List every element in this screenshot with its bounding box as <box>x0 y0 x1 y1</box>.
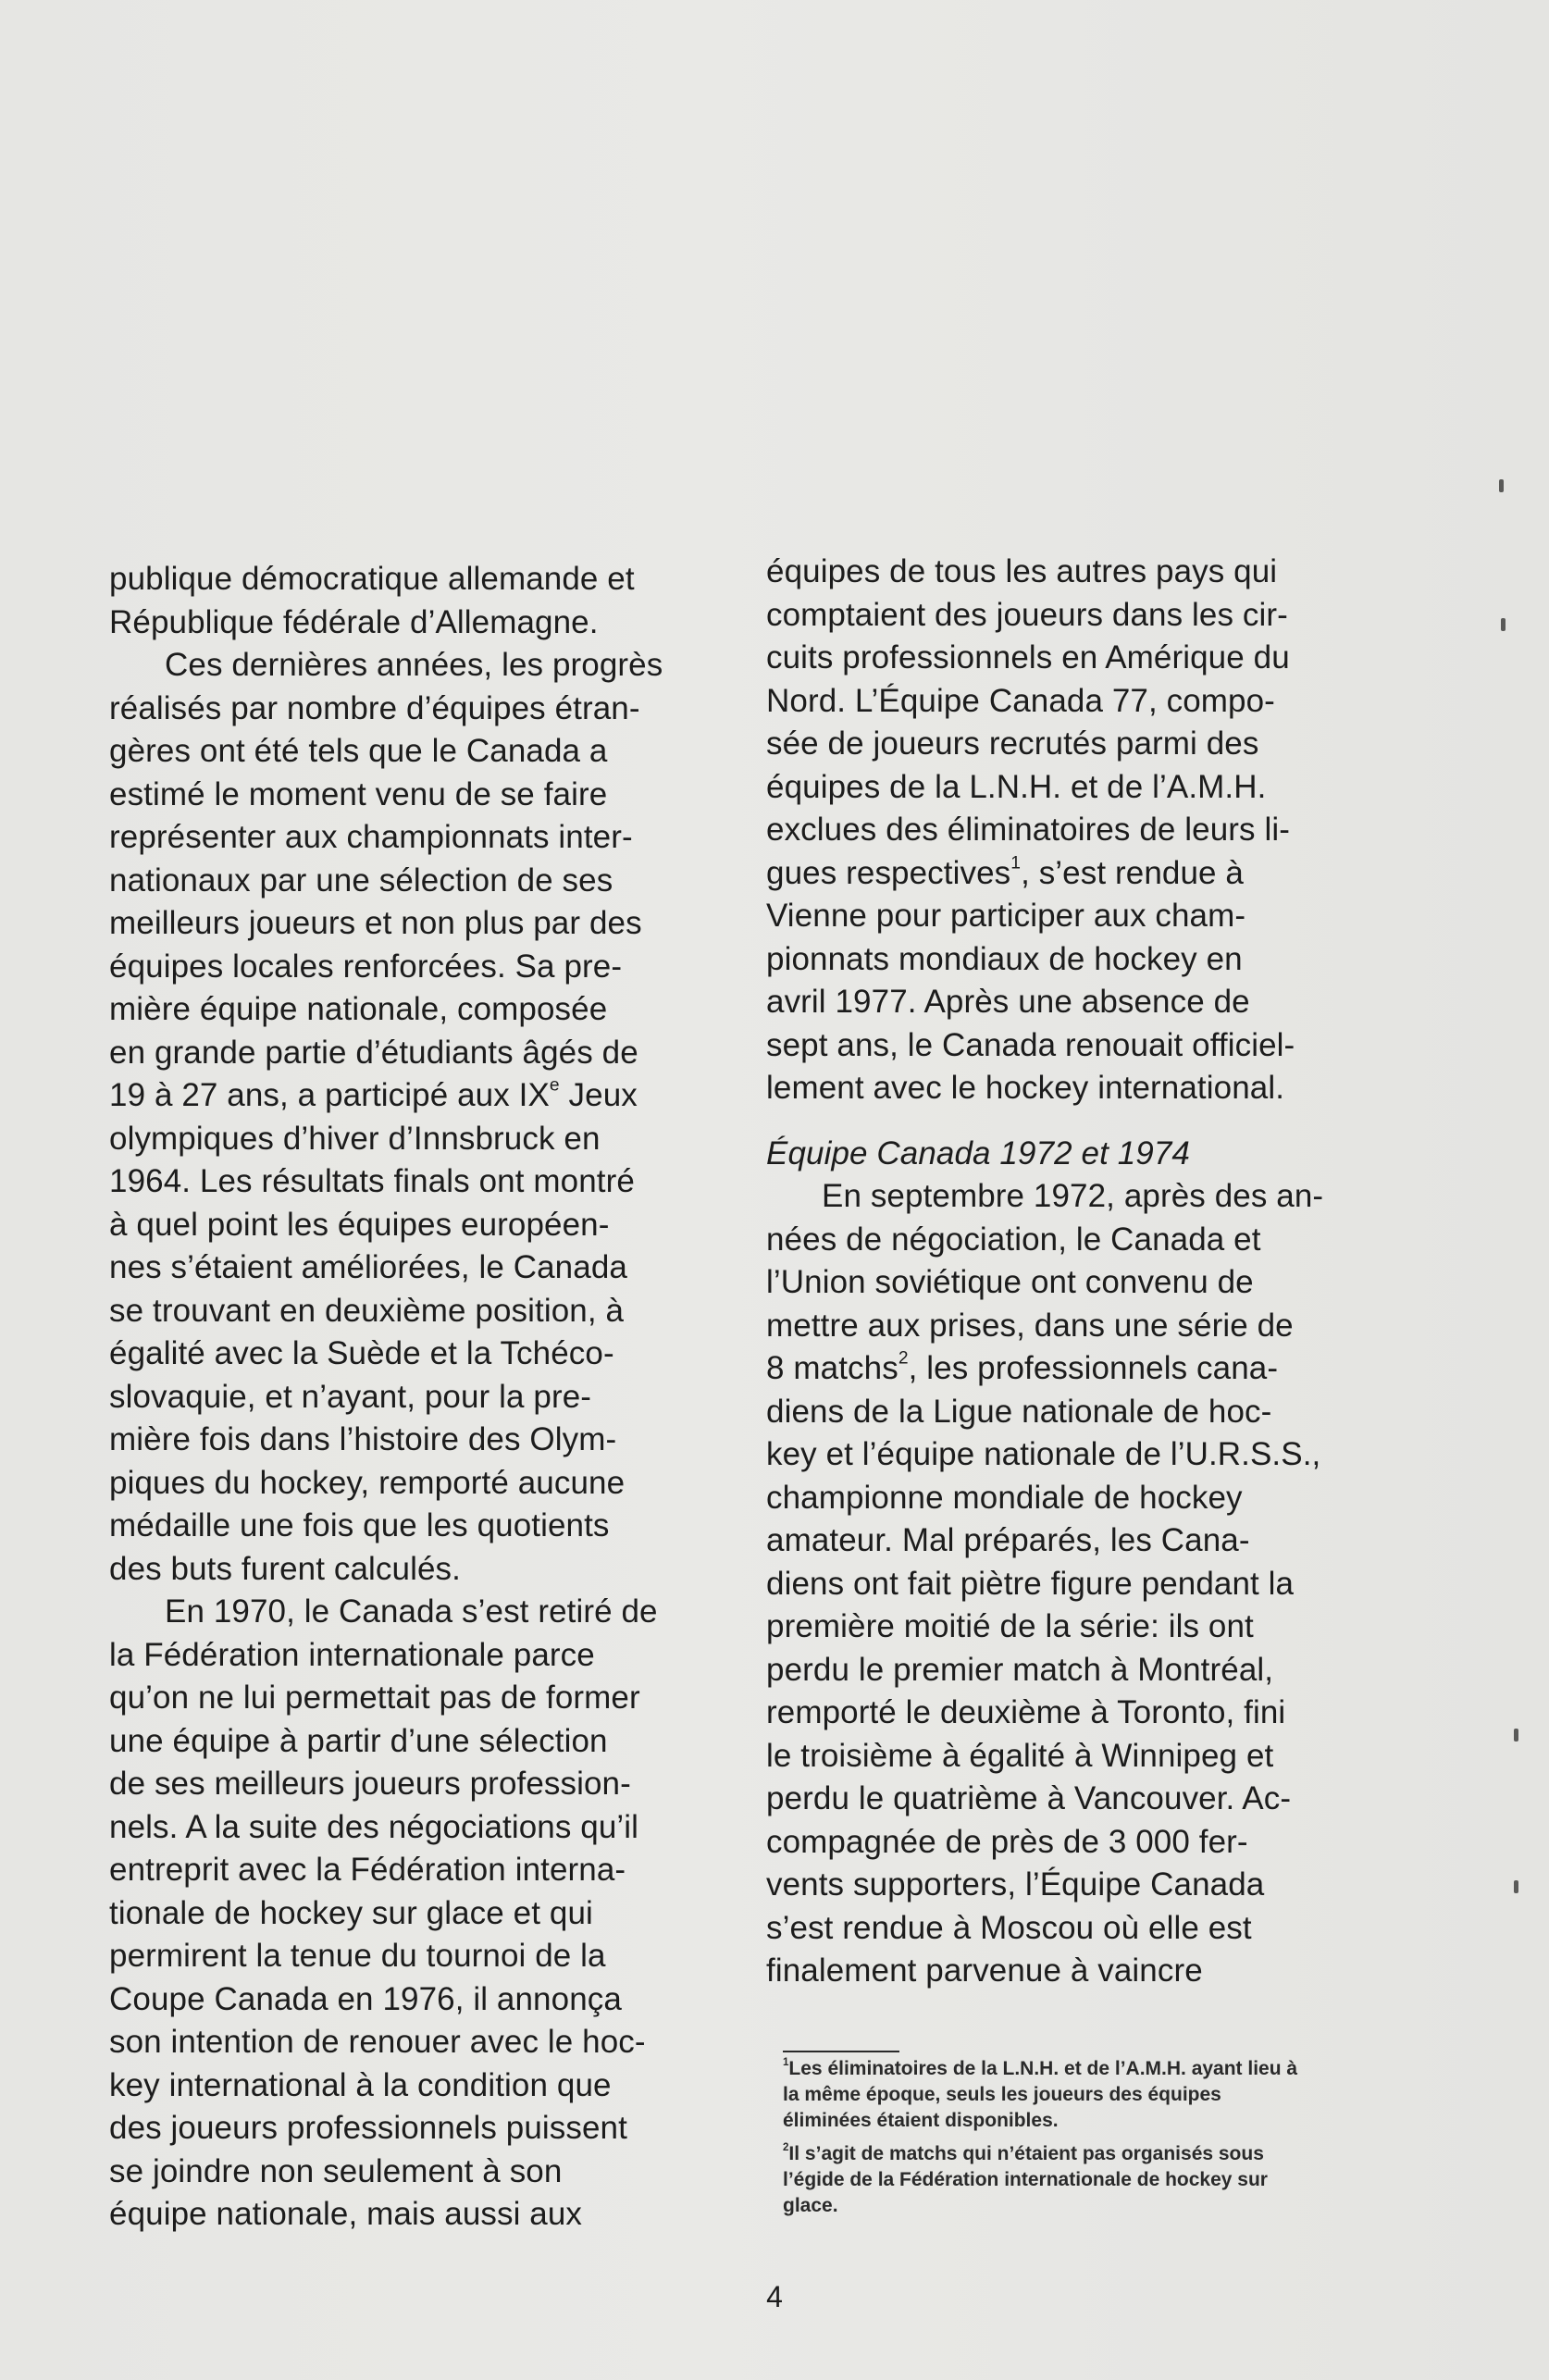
text-line: mière équipe nationale, composée <box>109 991 608 1027</box>
text-line: le troisième à égalité à Winnipeg et <box>766 1737 1274 1774</box>
text-line: mettre aux prises, dans une série de <box>766 1307 1294 1344</box>
page-number: 4 <box>766 2280 783 2313</box>
text-line: estimé le moment venu de se faire <box>109 775 608 812</box>
text-line: permirent la tenue du tournoi de la <box>109 1938 606 1974</box>
text-line: comptaient des joueurs dans les cir- <box>766 596 1288 633</box>
binding-mark <box>1499 479 1504 492</box>
superscript-e: e <box>549 1075 560 1096</box>
text-line: compagnée de près de 3 000 fer- <box>766 1823 1248 1860</box>
text-line: publique démocratique allemande et <box>109 561 635 597</box>
text-line: représenter aux championnats inter- <box>109 819 633 855</box>
text-line: des joueurs professionnels puissent <box>109 2110 627 2146</box>
text-line-with-footnote-ref <box>766 852 1395 896</box>
footnote-ref-1: 1 <box>1010 853 1022 874</box>
footnote-text: Il s’agit de matchs qui n’étaient pas organisés sous <box>788 2143 1264 2164</box>
text-line: lement avec le hockey international. <box>766 1070 1285 1106</box>
binding-mark <box>1514 1880 1518 1893</box>
line-text: 8 matchs <box>766 1350 898 1386</box>
text-line: égalité avec la Suède et la Tchéco- <box>109 1335 614 1371</box>
text-line: finalement parvenue à vaincre <box>766 1952 1203 1989</box>
line-text: 19 à 27 ans, a participé aux IX <box>109 1077 550 1113</box>
binding-mark <box>1514 1729 1518 1742</box>
paragraph-start-line: En septembre 1972, après des an- <box>822 1178 1324 1214</box>
line-text: , les professionnels cana- <box>908 1350 1279 1386</box>
text-line: des buts furent calculés. <box>109 1550 461 1587</box>
text-line: la Fédération internationale parce <box>109 1636 595 1673</box>
text-line: championne mondiale de hockey <box>766 1479 1243 1516</box>
text-line: gères ont été tels que le Canada a <box>109 733 608 769</box>
text-line: en grande partie d’étudiants âgés de <box>109 1034 638 1071</box>
footnotes <box>783 2056 1412 2219</box>
section-heading: Équipe Canada 1972 et 1974 <box>766 1134 1190 1171</box>
text-line: Vienne pour participer aux cham- <box>766 898 1246 934</box>
text-line: perdu le quatrième à Vancouver. Ac- <box>766 1780 1292 1816</box>
paragraph-start-line: Ces dernières années, les progrès <box>165 647 663 683</box>
paragraph-start-line: En 1970, le Canada s’est retiré de <box>165 1593 658 1630</box>
text-line: Coupe Canada en 1976, il annonça <box>109 1980 622 2017</box>
text-line: avril 1977. Après une absence de <box>766 984 1250 1020</box>
text-line: qu’on ne lui permettait pas de former <box>109 1680 640 1716</box>
text-line: amateur. Mal préparés, les Cana- <box>766 1522 1250 1558</box>
footnote-ref-2: 2 <box>898 1348 909 1369</box>
text-line: réalisés par nombre d’équipes étran- <box>109 689 640 726</box>
line-text: gues respectives <box>766 854 1011 891</box>
text-line: mière fois dans l’histoire des Olym- <box>109 1421 617 1457</box>
text-line: équipes de la L.N.H. et de l’A.M.H. <box>766 768 1267 805</box>
footnote-1-line: éliminées étaient disponibles. <box>783 2110 1059 2131</box>
text-line: tionale de hockey sur glace et qui <box>109 1894 593 1931</box>
text-line: se joindre non seulement à son <box>109 2152 563 2189</box>
text-line: nées de négociation, le Canada et <box>766 1221 1261 1258</box>
text-line: Nord. L’Équipe Canada 77, compo- <box>766 682 1275 719</box>
text-line: perdu le premier match à Montréal, <box>766 1651 1274 1688</box>
footnote-1-line: la même époque, seuls les joueurs des équipes <box>783 2084 1221 2105</box>
text-line: olympiques d’hiver d’Innsbruck en <box>109 1120 601 1157</box>
footnote-divider <box>783 2051 899 2052</box>
text-line: diens de la Ligue nationale de hoc- <box>766 1393 1272 1430</box>
text-line: s’est rendue à Moscou où elle est <box>766 1909 1252 1946</box>
text-line: son intention de renouer avec le hoc- <box>109 2024 646 2060</box>
text-line: pionnats mondiaux de hockey en <box>766 940 1243 977</box>
right-column <box>766 551 1395 1993</box>
text-line-with-superscript <box>109 1074 757 1118</box>
text-line: diens ont fait piètre figure pendant la <box>766 1565 1295 1602</box>
text-line: nes s’étaient améliorées, le Canada <box>109 1249 627 1285</box>
text-line: première moitié de la série: ils ont <box>766 1608 1254 1644</box>
text-line: entreprit avec la Fédération interna- <box>109 1852 626 1888</box>
binding-mark <box>1501 618 1506 631</box>
line-text: , s’est rendue à <box>1021 854 1244 891</box>
text-line: exclues des éliminatoires de leurs li- <box>766 812 1290 848</box>
text-line: remporté le deuxième à Toronto, fini <box>766 1694 1286 1730</box>
footnote-2-mark: 2 <box>783 2142 789 2154</box>
text-line: key international à la condition que <box>109 2066 612 2103</box>
footnote-1-line <box>783 2056 1412 2082</box>
text-line: nels. A la suite des négociations qu’il <box>109 1808 639 1845</box>
footnote-1-mark: 1 <box>783 2057 789 2069</box>
footnote-2-line: l’égide de la Fédération internationale de hockey sur <box>783 2169 1268 2190</box>
text-line: 1964. Les résultats finals ont montré <box>109 1163 635 1199</box>
text-line: équipes locales renforcées. Sa pre- <box>109 948 623 985</box>
text-line: équipes de tous les autres pays qui <box>766 553 1278 589</box>
text-line: République fédérale d’Allemagne. <box>109 603 599 640</box>
text-line: une équipe à partir d’une sélection <box>109 1722 608 1759</box>
text-line: sée de joueurs recrutés parmi des <box>766 725 1259 762</box>
text-line: se trouvant en deuxième position, à <box>109 1292 625 1329</box>
left-column <box>109 558 757 2237</box>
text-line: piques du hockey, remporté aucune <box>109 1464 626 1501</box>
text-line: équipe nationale, mais aussi aux <box>109 2196 583 2232</box>
text-line: sept ans, le Canada renouait officiel- <box>766 1026 1295 1063</box>
text-line: vents supporters, l’Équipe Canada <box>766 1866 1265 1903</box>
text-line: l’Union soviétique ont convenu de <box>766 1264 1254 1300</box>
text-line: nationaux par une sélection de ses <box>109 862 613 899</box>
text-line-with-footnote-ref <box>766 1347 1395 1391</box>
footnote-2-line: glace. <box>783 2195 838 2216</box>
text-line: cuits professionnels en Amérique du <box>766 639 1290 676</box>
line-text: Jeux <box>559 1077 638 1113</box>
text-line: à quel point les équipes européen- <box>109 1206 610 1243</box>
text-line: slovaquie, et n’ayant, pour la pre- <box>109 1378 592 1415</box>
text-line: de ses meilleurs joueurs profession- <box>109 1766 631 1802</box>
text-line: médaille une fois que les quotients <box>109 1507 610 1543</box>
footnote-text: Les éliminatoires de la L.N.H. et de l’A.M.H. ayant lieu à <box>788 2058 1298 2079</box>
footnote-2-line <box>783 2141 1412 2167</box>
text-line: meilleurs joueurs et non plus par des <box>109 905 642 941</box>
text-line: key et l’équipe nationale de l’U.R.S.S., <box>766 1436 1321 1472</box>
